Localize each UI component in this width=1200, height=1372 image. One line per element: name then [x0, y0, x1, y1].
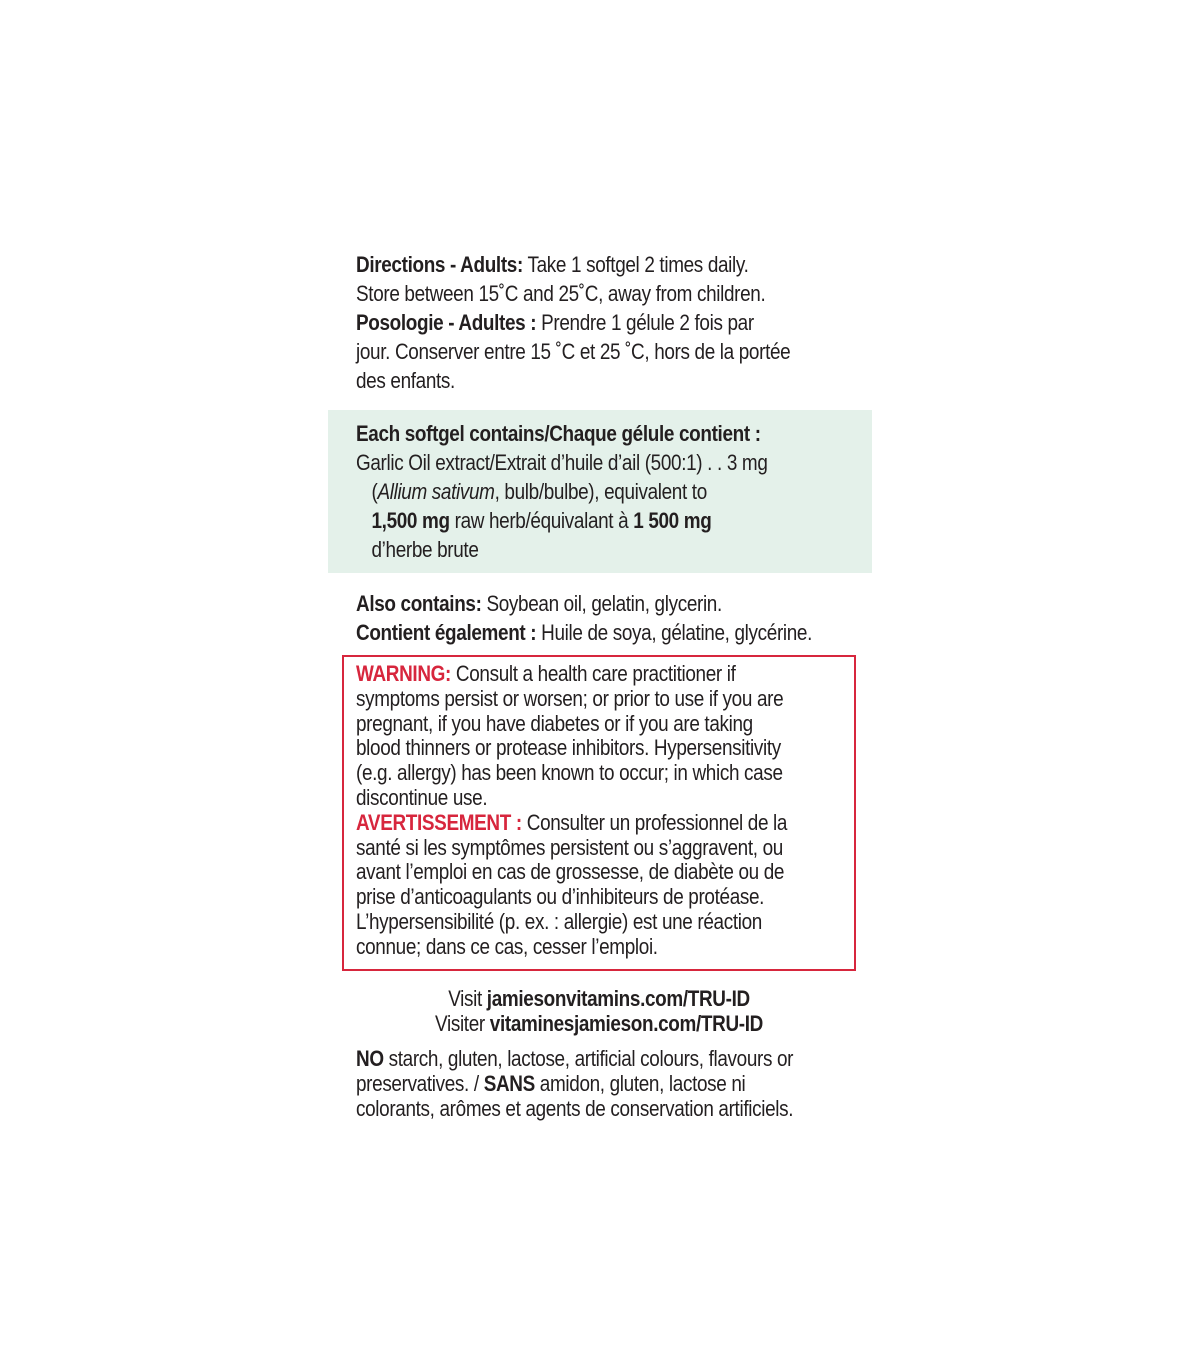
warning-fr-line-4: prise d’anticoagulants ou d’inhibiteurs de protéase. — [356, 884, 765, 910]
visit-fr-url: vitaminesjamieson.com/TRU-ID — [489, 1011, 763, 1036]
warning-en-heading: WARNING: — [356, 661, 451, 686]
ingredient-line-3 — [356, 506, 768, 535]
ingredients-heading-text: Each softgel contains/Chaque gélule contient : — [356, 421, 761, 446]
also-contains-en — [356, 589, 812, 618]
directions-fr-text: Prendre 1 gélule 2 fois par — [536, 310, 754, 335]
warning-en-line-4: blood thinners or protease inhibitors. Hypersensitivity — [356, 735, 781, 761]
visit-en-prefix: Visit — [448, 986, 487, 1011]
warning-fr-line-3: avant l’emploi en cas de grossesse, de diabète ou de — [356, 859, 785, 885]
directions-en-line-1 — [356, 250, 790, 279]
free-from-en-text-end: preservatives. / — [356, 1070, 484, 1096]
free-from-sans-label: SANS — [483, 1070, 535, 1096]
free-from-line-2 — [356, 1072, 793, 1097]
directions-en-line-2: Store between 15˚C and 25˚C, away from children. — [356, 281, 766, 306]
free-from-fr-text: amidon, gluten, lactose ni — [534, 1070, 746, 1096]
warning-fr-line-6: connue; dans ce cas, cesser l’emploi. — [356, 933, 658, 959]
ingredient-line-2 — [356, 477, 768, 506]
ingredient-paren: ( — [371, 479, 378, 504]
ingredient-latin-name: Allium sativum — [377, 479, 495, 504]
visit-section — [342, 986, 856, 1036]
visit-fr — [378, 1011, 820, 1036]
directions-fr-line-3: des enfants. — [356, 368, 455, 393]
directions-fr-line-2: jour. Conserver entre 15 ˚C et 25 ˚C, hors de la portée — [356, 339, 791, 364]
ingredients-heading — [356, 419, 768, 448]
warning-en-line-3: pregnant, if you have diabetes or if you are taking — [356, 710, 753, 736]
directions-en-text: Take 1 softgel 2 times daily. — [522, 252, 749, 277]
ingredient-line-1: Garlic Oil extract/Extrait d’huile d’ail (500:1) . . 3 mg — [356, 450, 768, 475]
directions-fr-heading: Posologie - Adultes : — [356, 310, 537, 335]
ingredient-amount-en: 1,500 mg — [371, 508, 450, 533]
free-from-no-label: NO — [356, 1046, 384, 1071]
free-from-line-3: colorants, arômes et agents de conservation artificiels. — [356, 1095, 794, 1121]
also-contains-en-heading: Also contains: — [356, 591, 482, 616]
ingredient-source-text: , bulb/bulbe), equivalent to — [494, 479, 707, 504]
also-contains-fr-heading: Contient également : — [356, 620, 537, 645]
directions-section — [356, 250, 861, 395]
warning-fr-text: Consulter un professionnel de la — [521, 809, 788, 835]
free-from-section — [356, 1047, 864, 1121]
visit-fr-prefix: Visiter — [435, 1011, 490, 1036]
visit-en — [378, 986, 820, 1011]
warning-section — [356, 662, 857, 960]
ingredients-section — [356, 419, 835, 564]
free-from-line-1 — [356, 1047, 793, 1072]
also-contains-fr — [356, 618, 812, 647]
directions-fr-line-1 — [356, 308, 790, 337]
warning-fr-line-1 — [356, 811, 787, 836]
also-contains-en-text: Soybean oil, gelatin, glycerin. — [481, 591, 722, 616]
warning-fr-line-2: santé si les symptômes persistent ou s’aggravent, ou — [356, 834, 783, 860]
ingredient-amount-fr: 1 500 mg — [633, 508, 712, 533]
ingredient-equivalence-text: raw herb/équivalant à — [449, 508, 634, 533]
warning-en-line-6: discontinue use. — [356, 784, 488, 810]
free-from-en-text: starch, gluten, lactose, artificial colours, flavours or — [383, 1046, 794, 1071]
visit-en-url: jamiesonvitamins.com/TRU-ID — [486, 986, 750, 1011]
also-contains-section — [356, 589, 886, 647]
warning-en-text: Consult a health care practitioner if — [450, 661, 736, 686]
warning-en-line-2: symptoms persist or worsen; or prior to use if you are — [356, 685, 784, 711]
warning-en-line-1 — [356, 662, 787, 687]
warning-fr-heading: AVERTISSEMENT : — [356, 809, 522, 835]
directions-en-heading: Directions - Adults: — [356, 252, 523, 277]
warning-en-line-5: (e.g. allergy) has been known to occur; in which case — [356, 760, 783, 786]
ingredient-line-4: d’herbe brute — [371, 537, 479, 562]
warning-fr-line-5: L’hypersensibilité (p. ex. : allergie) est une réaction — [356, 908, 762, 934]
also-contains-fr-text: Huile de soya, gélatine, glycérine. — [536, 620, 813, 645]
